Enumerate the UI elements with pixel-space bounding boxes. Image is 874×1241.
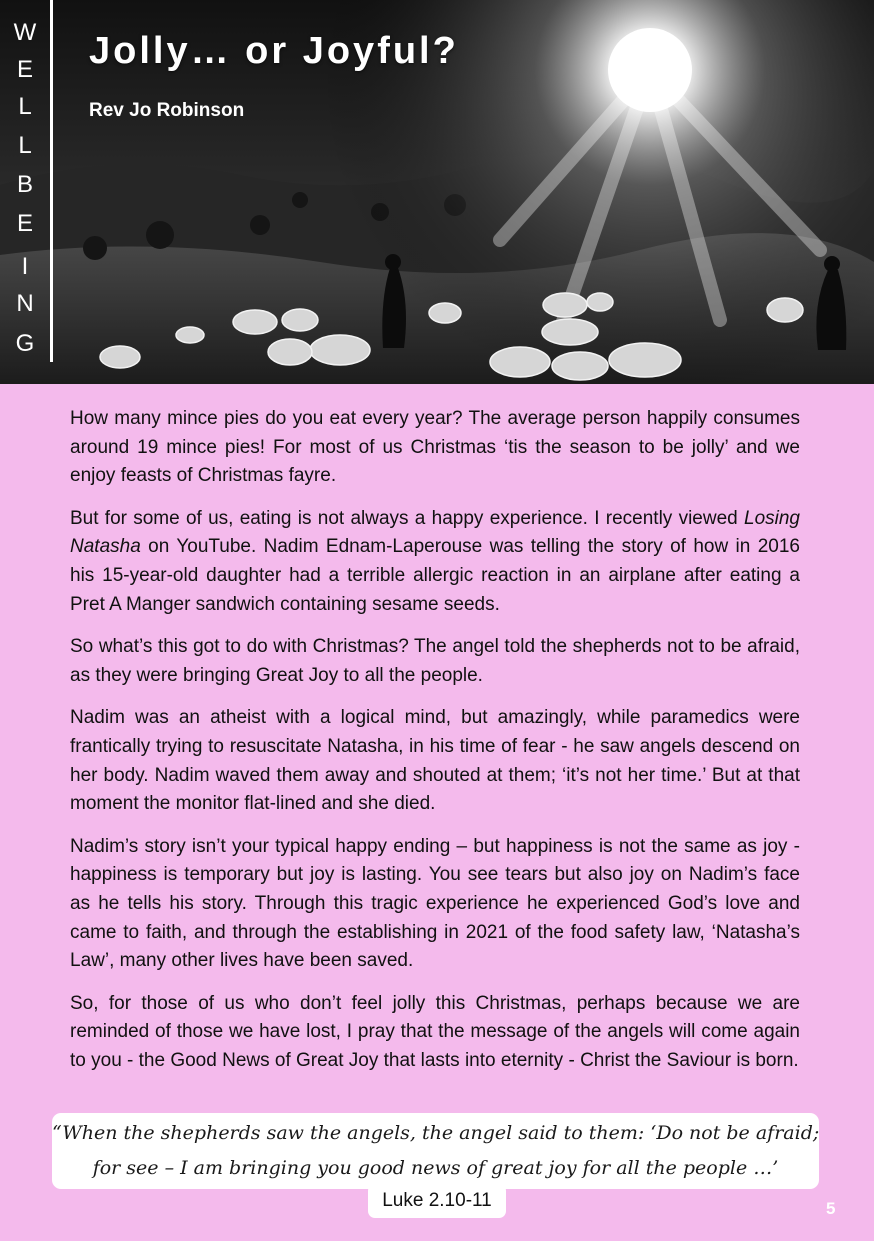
section-letter: G	[15, 330, 35, 357]
section-letter: I	[21, 253, 29, 280]
article-paragraph: Nadim was an atheist with a logical mind, but amazingly, while paramedics were frantically trying to resuscitate Natasha, in his time of fear - he saw angels descend on her body. Nadim waved them away and shouted at them; ‘it’s not her time.’ But at that moment the monitor flat-lined and she died.	[70, 707, 800, 815]
scripture-quote	[52, 1113, 819, 1189]
section-letter: E	[16, 210, 33, 237]
quote-line: “When the shepherds saw the angels, the angel said to them: ‘Do not be afraid;	[52, 1122, 820, 1144]
section-letter: W	[13, 19, 37, 46]
author-byline: Rev Jo Robinson	[89, 100, 245, 121]
section-letter: L	[18, 132, 32, 159]
section-letter: E	[16, 56, 33, 83]
header-banner	[0, 0, 874, 384]
article-paragraph: So, for those of us who don’t feel jolly this Christmas, perhaps because we are reminded of those we have lost, I pray that the message of the angels will come again to you - the Good News of Great Joy that lasts into eternity - Christ the Saviour is born.	[70, 992, 800, 1071]
video-title: Losing Natasha	[70, 507, 800, 558]
paragraph-text: But for some of us, eating is not always a happy experience. I recently viewed	[70, 507, 744, 529]
article-paragraph: How many mince pies do you eat every year? The average person happily consumes around 19 mince pies! For most of us Christmas ‘tis the season to be jolly’ and we enjoy feasts of Christmas fayre.	[70, 408, 800, 487]
quote-line: for see – I am bringing you good news of great joy for all the people …’	[92, 1157, 779, 1179]
article-paragraph	[70, 505, 800, 619]
section-letter: N	[16, 290, 34, 317]
page-title: Jolly… or Joyful?	[89, 30, 459, 72]
section-letter: B	[16, 171, 33, 198]
article-body	[70, 405, 800, 1089]
paragraph-text: on YouTube. Nadim Ednam-Laperouse was telling the story of how in 2016 his 15-year-old daughter had a terrible allergic reaction in an airplane after eating a Pret A Manger sandwich containing sesame seeds.	[70, 536, 800, 615]
scripture-reference: Luke 2.10-11	[368, 1184, 506, 1218]
page-number: 5	[826, 1199, 836, 1218]
article-paragraph: So what’s this got to do with Christmas? The angel told the shepherds not to be afraid, as they were bringing Great Joy to all the people.	[70, 636, 800, 686]
article-paragraph: Nadim’s story isn’t your typical happy ending – but happiness is not the same as joy - happiness is temporary but joy is lasting. You see tears but also joy on Nadim’s face as he tells his story. Through this tragic experience he experienced God’s love and came to faith, and through the establishing in 2021 of the food safety law, ‘Natasha’s Law’, many other lives have been saved.	[70, 835, 800, 972]
section-letter: L	[18, 93, 32, 120]
section-label-wellbeing	[0, 0, 53, 362]
